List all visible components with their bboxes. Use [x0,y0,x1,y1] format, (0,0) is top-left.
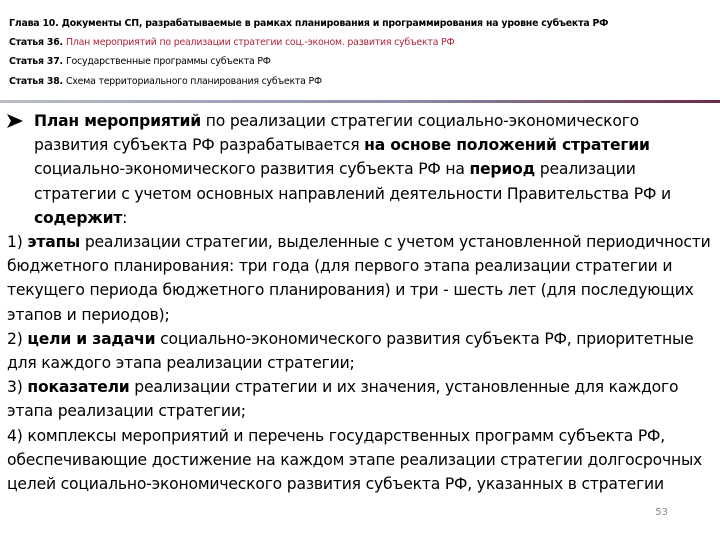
list-item [7,230,713,327]
header-prefix: Глава 10. [9,18,59,29]
item-number: 3) [7,378,23,397]
intro-bold-3: период [469,160,536,179]
item-bold: показатели [27,378,130,397]
intro-bold-2: на основе положений стратегии [364,136,650,155]
item-number: 1) [7,233,23,252]
header-text: Документы СП, разрабатываемые в рамках планирования и программирования на уровне субъекта РФ [61,18,609,29]
header-line-article-37 [9,52,713,71]
item-number: 4) [7,426,23,445]
intro-text-4: : [122,208,128,227]
item-bold: цели и задачи [27,329,156,348]
intro-text-1: по реализации стратегии социально-экономического развития субъекта РФ разрабатывается [34,112,640,155]
header-divider [0,100,720,103]
header-text-highlighted: План мероприятий по реализации стратегии соц.-эконом. развития субъекта РФ [65,37,455,49]
intro-bullet [7,109,713,230]
header-line-article-38 [9,72,713,91]
intro-paragraph [34,109,713,230]
page-number: 53 [655,507,668,518]
header-line-chapter [9,14,713,33]
list-item [7,424,713,497]
intro-bold-4: содержит [34,208,123,227]
header-text: Государственные программы субъекта РФ [65,56,271,68]
list-item [7,327,713,375]
list-item [7,375,713,423]
slide-body [7,109,713,496]
item-text: реализации стратегии, выделенные с учетом установленной периодичности бюджетного планирования: три года (для первого этапа реализации стратегии и текущего периода бюджетного планирования) и три - шесть лет (для последующих этапов и периодов); [7,233,711,324]
header-line-article-36 [9,33,713,52]
item-bold: этапы [27,233,81,252]
arrowhead-bullet-icon [7,114,23,128]
item-text: социально-экономического развития субъекта РФ, приоритетные для каждого этапа реализации стратегии; [7,329,694,373]
header-text: Схема территориального планирования субъекта РФ [65,75,322,87]
item-text: комплексы мероприятий и перечень государственных программ субъекта РФ, обеспечивающие достижение на каждом этапе реализации стратегии долгосрочных целей социально-экономического развития субъекта РФ, указанных в стратегии [7,426,703,494]
intro-text-3: реализации стратегии с учетом основных направлений деятельности Правительства РФ и [34,160,671,203]
header-prefix: Статья 37. [9,56,63,68]
item-number: 2) [7,329,23,348]
header-prefix: Статья 36. [9,37,63,49]
item-text: реализации стратегии и их значения, установленные для каждого этапа реализации стратегии; [7,378,679,421]
intro-bold-1: План мероприятий [34,112,201,130]
header-prefix: Статья 38. [9,75,63,87]
chapter-header [9,14,713,91]
intro-text-2: социально-экономического развития субъекта РФ на [34,160,470,179]
